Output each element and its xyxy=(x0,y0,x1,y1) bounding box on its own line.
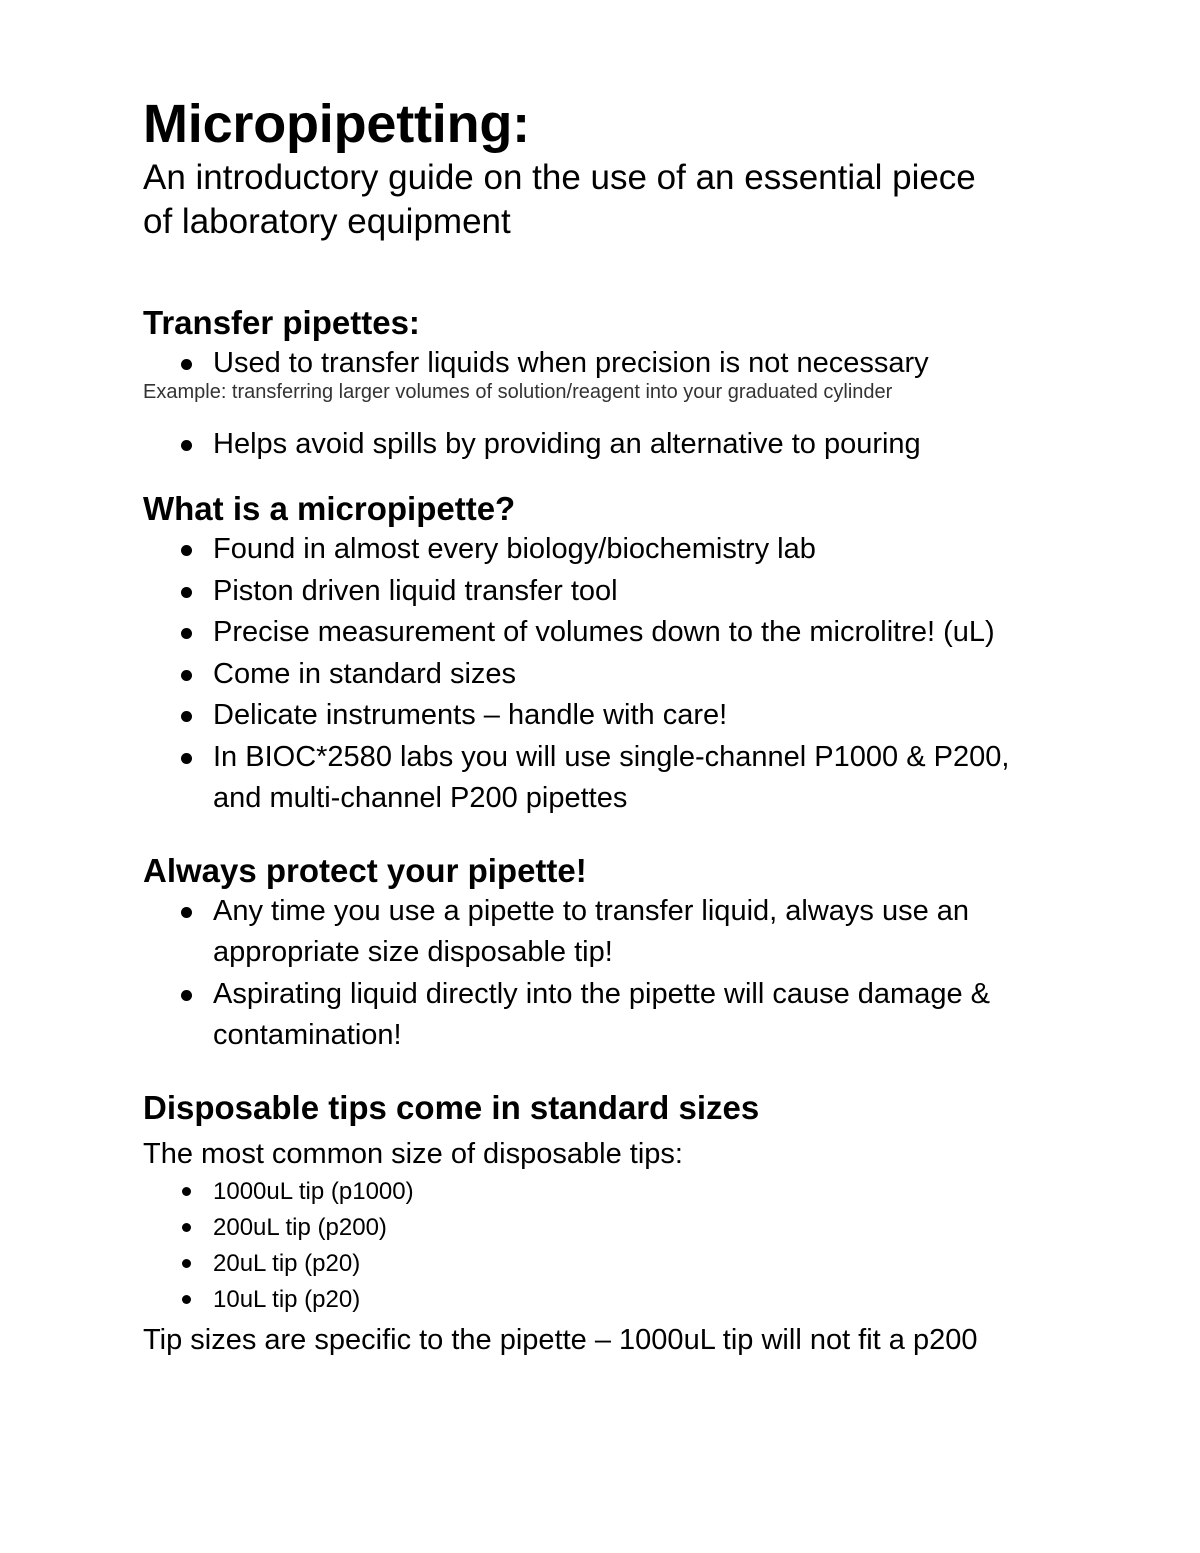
list-item: Helps avoid spills by providing an alternative to pouring xyxy=(143,424,1073,466)
bullet-icon xyxy=(181,587,192,598)
bullet-icon xyxy=(181,545,192,556)
list-item: Delicate instruments – handle with care! xyxy=(143,695,1073,737)
list-item: In BIOC*2580 labs you will use single-channel P1000 & P200, and multi-channel P200 pipettes xyxy=(143,737,1013,820)
bullet-icon xyxy=(181,628,192,639)
bullet-icon xyxy=(182,1295,191,1304)
example-note: Example: transferring larger volumes of solution/reagent into your graduated cylinder xyxy=(143,380,893,403)
bullet-icon xyxy=(181,670,192,681)
list-item: Used to transfer liquids when precision is not necessary xyxy=(143,343,1073,385)
transfer-list xyxy=(143,343,1073,385)
protect-list xyxy=(143,891,1073,1057)
bullet-icon xyxy=(181,440,192,451)
list-item: Piston driven liquid transfer tool xyxy=(143,571,1073,613)
tips-list xyxy=(143,1174,1073,1318)
bullet-icon xyxy=(182,1259,191,1268)
micropipette-list xyxy=(143,529,1073,820)
section-heading-tips: Disposable tips come in standard sizes xyxy=(143,1088,760,1126)
bullet-icon xyxy=(182,1223,191,1232)
bullet-icon xyxy=(181,907,192,918)
bullet-icon xyxy=(181,753,192,764)
list-item: Found in almost every biology/biochemistry lab xyxy=(143,529,1073,571)
section-heading-micropipette: What is a micropipette? xyxy=(143,490,516,527)
bullet-icon xyxy=(182,1187,191,1196)
list-item: 200uL tip (p200) xyxy=(143,1210,1073,1246)
section-heading-protect: Always protect your pipette! xyxy=(143,851,587,889)
tips-note: Tip sizes are specific to the pipette – 1000uL tip will not fit a p200 xyxy=(143,1323,978,1356)
list-item: Any time you use a pipette to transfer liquid, always use an appropriate size disposable tip! xyxy=(143,891,1043,974)
list-item: Precise measurement of volumes down to the microlitre! (uL) xyxy=(143,612,1073,654)
page-subtitle: An introductory guide on the use of an essential piece of laboratory equipment xyxy=(143,158,976,241)
document-page xyxy=(143,92,1073,1360)
list-item: Aspirating liquid directly into the pipette will cause damage & contamination! xyxy=(143,974,1073,1057)
list-item: 10uL tip (p20) xyxy=(143,1282,1073,1318)
list-item: 1000uL tip (p1000) xyxy=(143,1174,1073,1210)
list-item: Come in standard sizes xyxy=(143,654,1073,696)
page-title: Micropipetting: xyxy=(143,94,530,154)
bullet-icon xyxy=(181,359,192,370)
tips-intro: The most common size of disposable tips: xyxy=(143,1137,683,1170)
transfer-list-2 xyxy=(143,424,1073,466)
bullet-icon xyxy=(181,711,192,722)
list-item: 20uL tip (p20) xyxy=(143,1246,1073,1282)
section-heading-transfer: Transfer pipettes: xyxy=(143,304,420,341)
bullet-icon xyxy=(181,990,192,1001)
